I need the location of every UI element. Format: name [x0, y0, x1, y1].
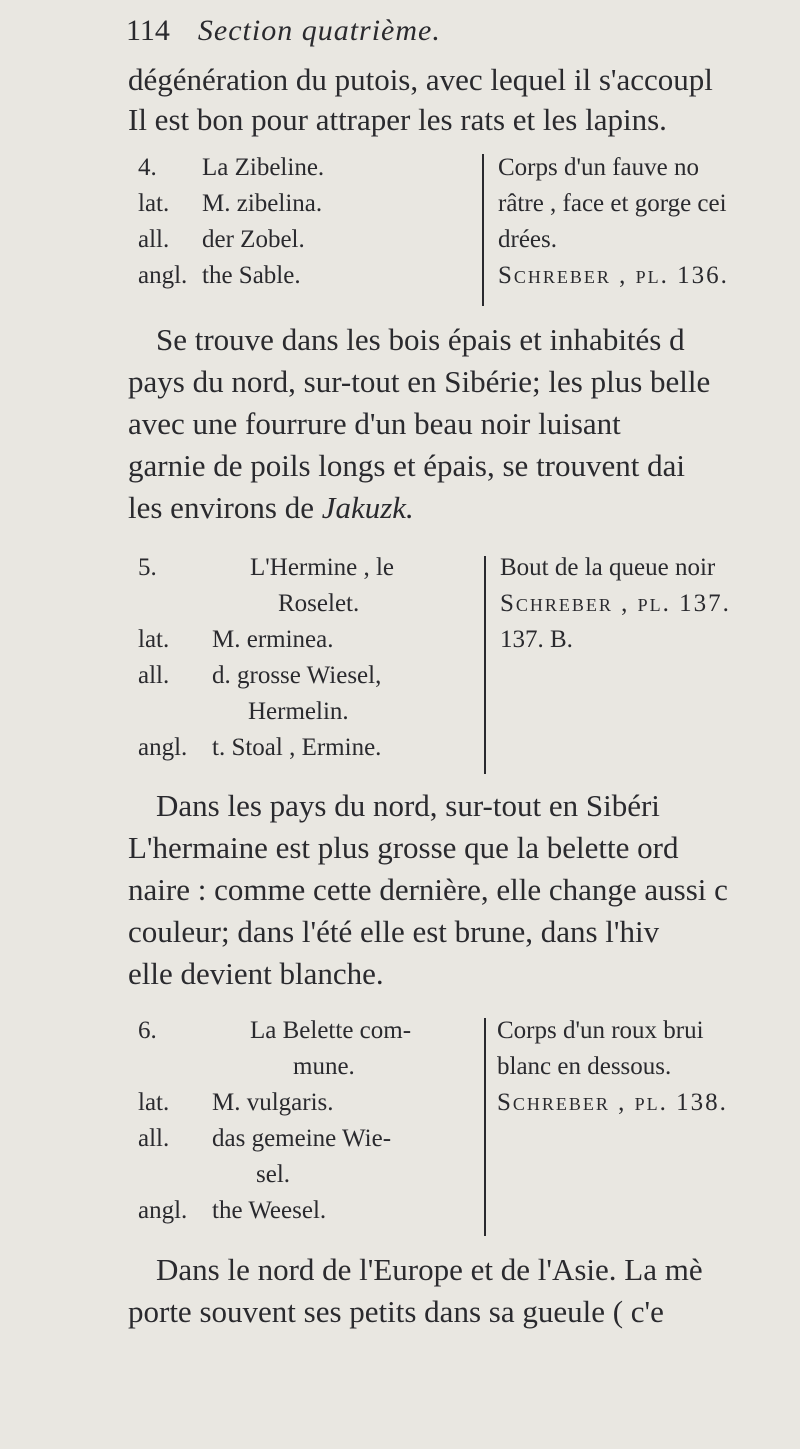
lang-key: lat.	[138, 190, 170, 217]
text-line: les environs de Jakuzk.	[128, 490, 414, 525]
text-line: naire : comme cette dernière, elle change aussi c	[128, 872, 728, 907]
section-title: Section quatrième.	[197, 14, 441, 47]
text-line: elle devient blanche.	[128, 956, 384, 991]
column-divider	[484, 1018, 486, 1236]
english-name: t. Stoal , Ermine.	[212, 734, 382, 761]
text-line: Corps d'un fauve no	[498, 154, 700, 181]
german-name: der Zobel.	[202, 226, 305, 253]
text-line: avec une fourrure d'un beau noir luisant	[128, 406, 621, 441]
latin-name: M. erminea.	[212, 626, 334, 653]
text-line: L'hermaine est plus grosse que la belette ord	[128, 830, 679, 865]
german-name: d. grosse Wiesel,	[212, 662, 382, 689]
text-line: Bout de la queue noir	[500, 554, 716, 581]
text-line: Dans le nord de l'Europe et de l'Asie. La mè	[156, 1252, 703, 1287]
lang-key: angl.	[138, 262, 188, 289]
text-line: 137. B.	[500, 626, 573, 653]
text-line: dégénération du putois, avec lequel il s'accoupl	[128, 62, 713, 97]
text-line: pays du nord, sur-tout en Sibérie; les plus belle	[128, 364, 711, 399]
text-line: porte souvent ses petits dans sa gueule ( c'e	[128, 1294, 664, 1329]
french-name: L'Hermine , le	[250, 554, 395, 581]
lang-key: lat.	[138, 1089, 170, 1116]
lang-key: all.	[138, 226, 170, 253]
text-line: Il est bon pour attraper les rats et les lapins.	[128, 102, 667, 137]
species-description	[498, 150, 729, 294]
german-name-cont: sel.	[256, 1161, 291, 1188]
lang-key: angl.	[138, 1197, 188, 1224]
french-name-cont: mune.	[293, 1053, 355, 1080]
species-entry-zibeline	[138, 150, 468, 300]
species-entry-hermine	[138, 550, 478, 770]
place-name: Jakuzk.	[321, 490, 414, 525]
entry-number: 6.	[138, 1017, 157, 1044]
lang-key: all.	[138, 662, 170, 689]
reference: Schreber , pl. 137.	[500, 590, 731, 617]
french-name: La Belette com-	[250, 1017, 412, 1044]
species-entry-belette	[138, 1013, 478, 1233]
text-line: blanc en dessous.	[497, 1053, 672, 1080]
column-divider	[482, 154, 484, 306]
species-description	[500, 550, 731, 658]
reference: Schreber , pl. 136.	[498, 262, 729, 289]
page-number: 114	[126, 14, 170, 47]
entry-number: 5.	[138, 554, 157, 581]
english-name: the Sable.	[202, 262, 301, 289]
latin-name: M. vulgaris.	[212, 1089, 334, 1116]
text-line: râtre , face et gorge cei	[498, 190, 727, 217]
text-line: Corps d'un roux brui	[497, 1017, 704, 1044]
text-line: couleur; dans l'été elle est brune, dans l'hiv	[128, 914, 660, 949]
text-line: garnie de poils longs et épais, se trouvent dai	[128, 448, 686, 483]
species-description	[497, 1013, 728, 1121]
german-name-alt: Hermelin.	[248, 698, 349, 725]
latin-name: M. zibelina.	[202, 190, 323, 217]
text-line: Se trouve dans les bois épais et inhabités d	[156, 322, 685, 357]
text-line: Dans les pays du nord, sur-tout en Sibéri	[156, 788, 660, 823]
french-name: La Zibeline.	[202, 154, 325, 181]
lang-key: lat.	[138, 626, 170, 653]
page-header	[126, 14, 441, 48]
entry-number: 4.	[138, 154, 157, 181]
english-name: the Weesel.	[212, 1197, 327, 1224]
lang-key: angl.	[138, 734, 188, 761]
german-name: das gemeine Wie-	[212, 1125, 392, 1152]
text-line: drées.	[498, 226, 557, 253]
french-name-cont: Roselet.	[278, 590, 360, 617]
lang-key: all.	[138, 1125, 170, 1152]
reference: Schreber , pl. 138.	[497, 1089, 728, 1116]
column-divider	[484, 556, 486, 774]
